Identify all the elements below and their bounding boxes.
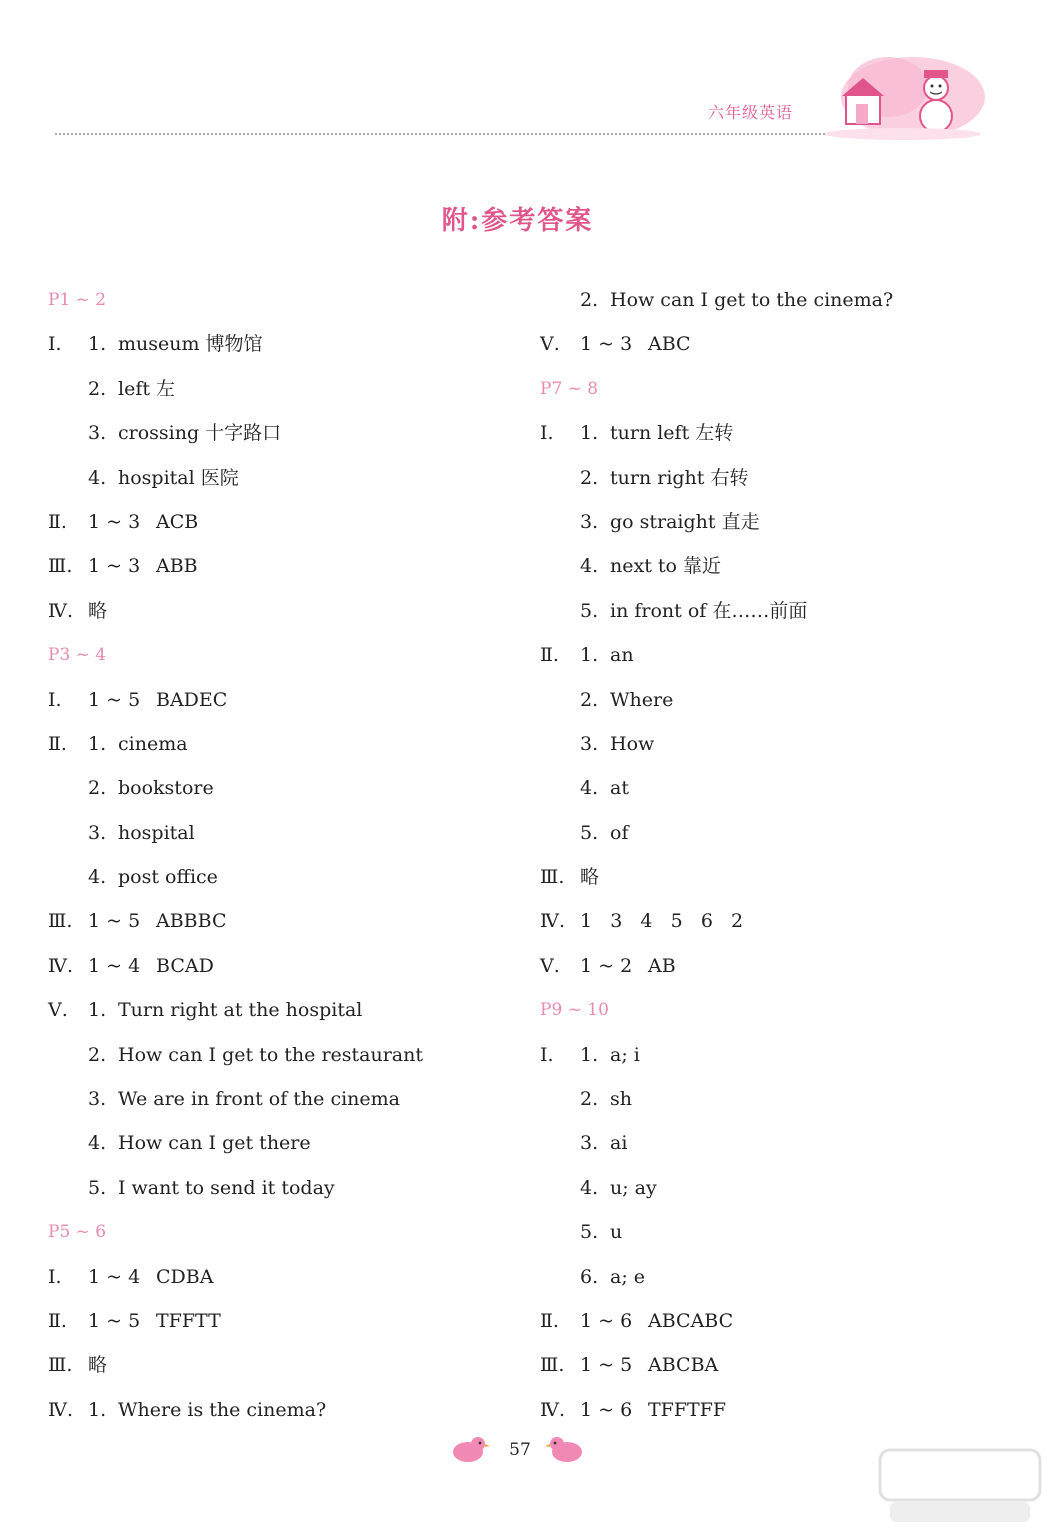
answer-line xyxy=(540,322,1010,366)
answer-line xyxy=(48,678,518,722)
answer-line xyxy=(540,1255,1010,1299)
roman-numeral: Ⅳ. xyxy=(540,1398,566,1421)
answer-text: go straight 直走 xyxy=(610,510,760,533)
question-number: 1. xyxy=(88,999,107,1022)
roman-numeral: Ⅲ. xyxy=(48,1354,73,1377)
question-range: 1 ~ 4 xyxy=(88,954,141,977)
answer-text: How can I get to the cinema? xyxy=(610,289,894,311)
header-title: 六年级英语 xyxy=(708,103,794,122)
answer-text: next to 靠近 xyxy=(610,555,721,578)
roman-numeral: Ⅰ. xyxy=(48,333,62,356)
answer-text: ABB xyxy=(156,555,198,578)
watermark-logo xyxy=(870,1440,1050,1530)
answer-line xyxy=(540,766,1010,810)
section-heading: P5 ~ 6 xyxy=(48,1222,107,1243)
question-number: 4. xyxy=(580,1176,599,1199)
question-number: 1. xyxy=(88,333,107,356)
answer-line xyxy=(540,811,1010,855)
answer-line xyxy=(540,500,1010,544)
question-number: 4. xyxy=(88,1132,107,1155)
roman-numeral: Ⅲ. xyxy=(540,1354,565,1377)
answer-line xyxy=(48,1166,518,1210)
answer-text: ABBBC xyxy=(156,910,227,933)
answer-text: 略 xyxy=(88,599,108,622)
roman-numeral: Ⅲ. xyxy=(540,866,565,889)
answer-line xyxy=(540,944,1010,988)
answer-text: ai xyxy=(610,1132,628,1155)
question-number: 3. xyxy=(580,1132,599,1155)
roman-numeral: Ⅱ. xyxy=(48,510,67,533)
roman-numeral: Ⅳ. xyxy=(48,954,74,977)
answer-text: 1 3 4 5 6 2 xyxy=(580,910,744,933)
answer-text: at xyxy=(610,777,629,800)
answer-text: a; i xyxy=(610,1043,640,1066)
answer-line xyxy=(540,855,1010,899)
answer-text: left 左 xyxy=(118,377,176,400)
answer-text: Where xyxy=(610,688,674,711)
answer-line xyxy=(540,678,1010,722)
section-heading: P7 ~ 8 xyxy=(540,378,599,399)
answer-text: 略 xyxy=(88,1354,108,1377)
answer-line xyxy=(540,1210,1010,1254)
answer-line xyxy=(48,322,518,366)
answer-line xyxy=(540,899,1010,943)
answer-line xyxy=(48,411,518,455)
answer-line xyxy=(48,1255,518,1299)
roman-numeral: Ⅱ. xyxy=(540,1309,559,1332)
answer-line xyxy=(48,500,518,544)
question-range: 1 ~ 5 xyxy=(580,1354,633,1377)
answer-line xyxy=(48,1299,518,1343)
answer-text: ABCBA xyxy=(648,1354,719,1377)
answer-line xyxy=(540,1077,1010,1121)
question-number: 1. xyxy=(88,1398,107,1421)
answer-text: How xyxy=(610,732,655,755)
answer-text: ACB xyxy=(156,510,199,533)
question-number: 6. xyxy=(580,1265,599,1288)
roman-numeral: Ⅰ. xyxy=(540,422,554,445)
roman-numeral: Ⅳ. xyxy=(48,1398,74,1421)
snowman-house-illustration xyxy=(818,52,988,142)
answer-text: hospital 医院 xyxy=(118,466,239,489)
question-range: 1 ~ 3 xyxy=(88,555,141,578)
roman-numeral: Ⅳ. xyxy=(48,599,74,622)
header-divider xyxy=(55,133,825,135)
answer-column-left xyxy=(48,278,518,1432)
question-range: 1 ~ 3 xyxy=(580,333,633,356)
answer-line xyxy=(540,1121,1010,1165)
question-number: 3. xyxy=(88,1088,107,1111)
answer-text: We are in front of the cinema xyxy=(118,1088,400,1111)
answer-text: Where is the cinema? xyxy=(118,1398,327,1421)
answer-line xyxy=(540,456,1010,500)
question-range: 1 ~ 5 xyxy=(88,1309,141,1332)
answer-text: BADEC xyxy=(156,688,228,711)
answer-line xyxy=(48,944,518,988)
answer-line xyxy=(540,1166,1010,1210)
answer-text: a; e xyxy=(610,1265,646,1288)
answer-line xyxy=(48,1077,518,1121)
answer-text: u xyxy=(610,1221,623,1244)
roman-numeral: Ⅴ. xyxy=(540,333,560,356)
answer-text: CDBA xyxy=(156,1265,214,1288)
answer-text: bookstore xyxy=(118,777,214,800)
question-number: 5. xyxy=(580,821,599,844)
answer-line xyxy=(540,722,1010,766)
roman-numeral: Ⅴ. xyxy=(48,999,68,1022)
answer-line xyxy=(48,899,518,943)
question-number: 2. xyxy=(88,777,107,800)
roman-numeral: Ⅱ. xyxy=(48,1309,67,1332)
roman-numeral: Ⅲ. xyxy=(48,555,73,578)
question-range: 1 ~ 3 xyxy=(88,510,141,533)
answer-text: ABC xyxy=(648,333,691,356)
bird-icon xyxy=(545,1432,585,1466)
question-number: 1. xyxy=(580,1043,599,1066)
answer-line xyxy=(540,411,1010,455)
question-range: 1 ~ 6 xyxy=(580,1309,633,1332)
answer-text: ABCABC xyxy=(648,1309,734,1332)
answer-text: of xyxy=(610,821,629,844)
question-number: 2. xyxy=(580,688,599,711)
page-footer xyxy=(450,1432,590,1472)
question-number: 1. xyxy=(580,422,599,445)
answer-text: museum 博物馆 xyxy=(118,333,263,356)
question-number: 5. xyxy=(580,1221,599,1244)
answer-text: How can I get to the restaurant xyxy=(118,1043,424,1066)
roman-numeral: Ⅰ. xyxy=(48,1265,62,1288)
answer-text: u; ay xyxy=(610,1176,657,1199)
answer-line xyxy=(540,544,1010,588)
answer-line xyxy=(48,1343,518,1387)
roman-numeral: Ⅰ. xyxy=(48,688,62,711)
page-number: 57 xyxy=(509,1440,531,1460)
roman-numeral: Ⅱ. xyxy=(48,732,67,755)
answer-line xyxy=(48,722,518,766)
question-number: 2. xyxy=(580,1088,599,1111)
question-number: 3. xyxy=(88,821,107,844)
answer-line xyxy=(540,589,1010,633)
question-range: 1 ~ 5 xyxy=(88,910,141,933)
answer-line xyxy=(48,811,518,855)
answer-text: TFFTT xyxy=(156,1309,221,1332)
answer-text: turn right 右转 xyxy=(610,466,749,489)
roman-numeral: Ⅳ. xyxy=(540,910,566,933)
question-number: 2. xyxy=(88,1043,107,1066)
question-number: 1. xyxy=(580,644,599,667)
roman-numeral: Ⅴ. xyxy=(540,954,560,977)
answer-line xyxy=(48,988,518,1032)
question-number: 4. xyxy=(580,777,599,800)
roman-numeral: Ⅰ. xyxy=(540,1043,554,1066)
answer-text: Turn right at the hospital xyxy=(118,999,363,1022)
roman-numeral: Ⅲ. xyxy=(48,910,73,933)
answer-line xyxy=(48,544,518,588)
answer-text: turn left 左转 xyxy=(610,422,734,445)
question-number: 4. xyxy=(88,466,107,489)
answer-line xyxy=(540,1343,1010,1387)
section-heading: P3 ~ 4 xyxy=(48,645,107,666)
answer-line xyxy=(48,766,518,810)
answer-column-right xyxy=(540,278,1010,1432)
question-number: 1. xyxy=(88,732,107,755)
question-number: 5. xyxy=(88,1176,107,1199)
answer-line xyxy=(540,278,1010,322)
answer-text: crossing 十字路口 xyxy=(118,422,282,445)
question-number: 5. xyxy=(580,599,599,622)
answer-line xyxy=(48,456,518,500)
answer-text: sh xyxy=(610,1088,632,1111)
question-number: 2. xyxy=(88,377,107,400)
answer-line xyxy=(540,1033,1010,1077)
answer-line xyxy=(540,1388,1010,1432)
answer-text: in front of 在……前面 xyxy=(610,599,808,622)
question-range: 1 ~ 4 xyxy=(88,1265,141,1288)
answer-text: cinema xyxy=(118,732,188,755)
section-heading: P1 ~ 2 xyxy=(48,290,107,310)
answer-text: BCAD xyxy=(156,954,214,977)
question-range: 1 ~ 5 xyxy=(88,688,141,711)
roman-numeral: Ⅱ. xyxy=(540,644,559,667)
question-number: 2. xyxy=(580,289,599,311)
question-range: 1 ~ 6 xyxy=(580,1398,633,1421)
answer-line xyxy=(48,1033,518,1077)
answer-line xyxy=(48,1388,518,1432)
answer-text: How can I get there xyxy=(118,1132,311,1155)
section-heading: P9 ~ 10 xyxy=(540,1000,609,1021)
question-number: 3. xyxy=(580,732,599,755)
question-range: 1 ~ 2 xyxy=(580,954,633,977)
answer-line xyxy=(540,633,1010,677)
question-number: 2. xyxy=(580,466,599,489)
question-number: 3. xyxy=(88,422,107,445)
answer-line xyxy=(48,855,518,899)
question-number: 3. xyxy=(580,510,599,533)
answer-text: an xyxy=(610,644,634,667)
answer-text: hospital xyxy=(118,821,195,844)
answer-line xyxy=(540,1299,1010,1343)
page-title: 附:参考答案 xyxy=(441,206,594,236)
answer-text: 略 xyxy=(580,866,600,889)
answer-text: post office xyxy=(118,866,218,889)
answer-line xyxy=(48,1121,518,1165)
question-number: 4. xyxy=(580,555,599,578)
answer-text: AB xyxy=(648,954,676,977)
answer-line xyxy=(48,367,518,411)
question-number: 4. xyxy=(88,866,107,889)
answer-line xyxy=(48,589,518,633)
answer-text: TFFTFF xyxy=(648,1398,727,1421)
answer-text: I want to send it today xyxy=(118,1176,335,1199)
